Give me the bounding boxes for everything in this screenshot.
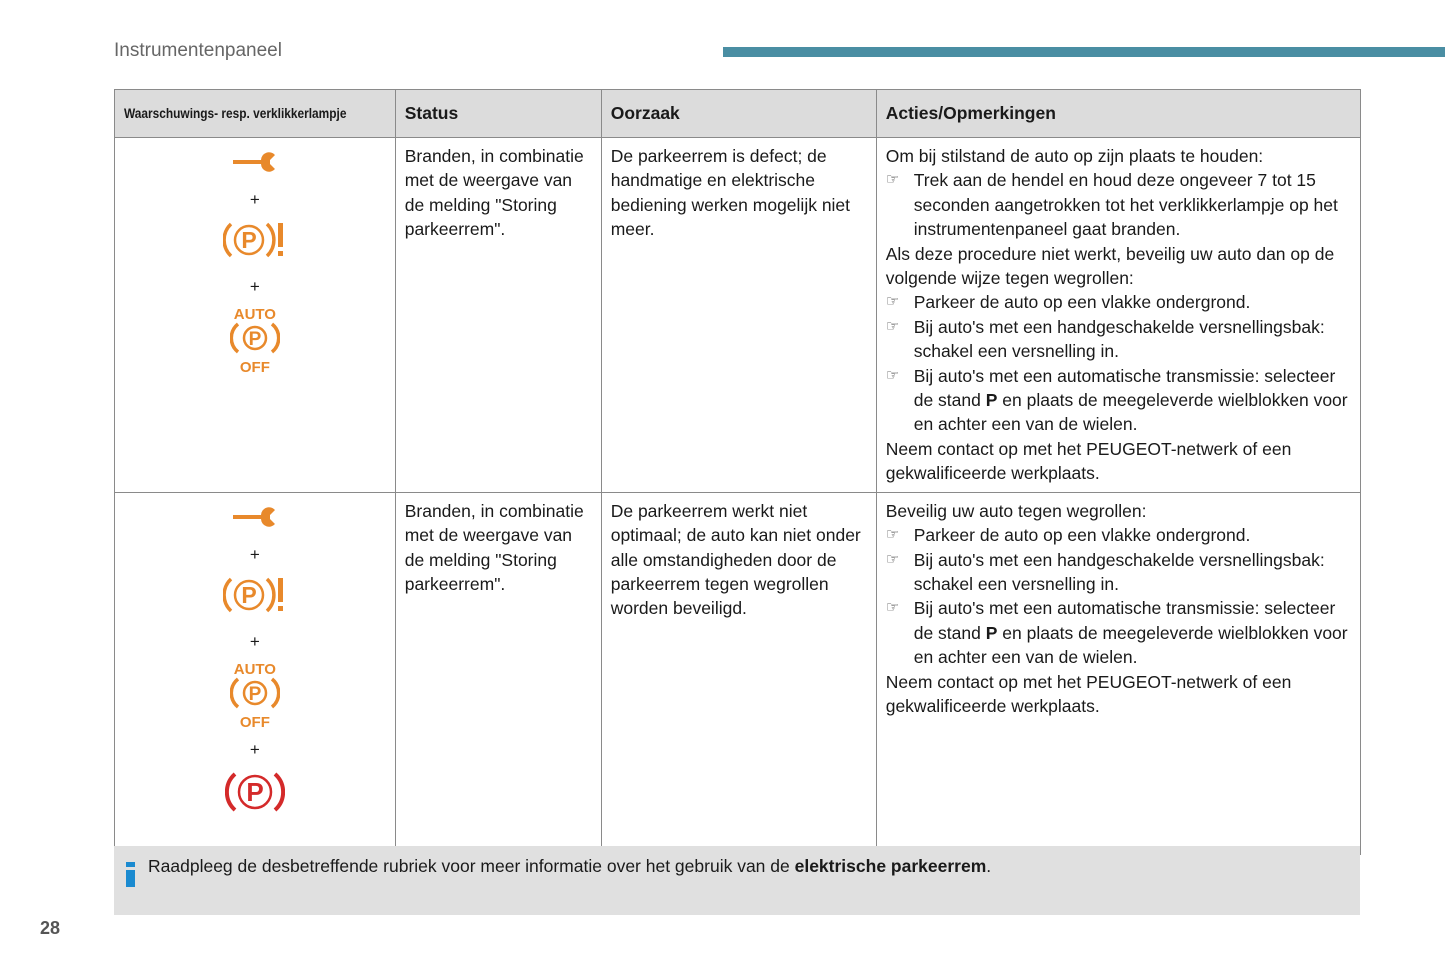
svg-text:P: P (248, 328, 262, 350)
info-note (114, 846, 1360, 915)
wrench-icon (124, 152, 386, 180)
actions-intro: Om bij stilstand de auto op zijn plaats te houden: (885, 146, 1264, 166)
list-item-text: en plaats de meegeleverde wielblokken voor en achter een van de wielen. (913, 390, 1348, 435)
svg-text:P: P (248, 683, 262, 705)
hand-pointer-icon: ☞ (885, 550, 900, 568)
list-item (886, 168, 1351, 241)
auto-parking-off-icon (124, 662, 386, 730)
hand-pointer-icon: ☞ (885, 171, 900, 189)
note-end: . (986, 856, 992, 876)
actions-text: Als deze procedure niet werkt, beveilig uw auto dan op de volgende wijze tegen wegrollen: (885, 243, 1335, 289)
plus-sign: + (249, 631, 260, 651)
note-text: Raadpleeg de desbetreffende rubriek voor meer informatie over het gebruik van de (148, 856, 795, 876)
off-label: OFF (239, 713, 270, 731)
note-bold: elektrische parkeerrem (794, 856, 987, 876)
list-item (886, 548, 1351, 597)
cause-cell: De parkeerrem werkt niet optimaal; de auto kan niet onder alle omstandigheden door de parkeerrem tegen wegrollen worden beveiligd. (601, 492, 876, 854)
parking-brake-red-icon (124, 770, 386, 820)
list-item-text: Bij auto's met een automatische transmissie: selecteer de stand (913, 598, 1336, 643)
gear-p: P (985, 622, 998, 643)
actions-end: Neem contact op met het PEUGEOT-netwerk of een gekwalificeerde werkplaats. (885, 671, 1292, 716)
list-item-text: Bij auto's met een handgeschakelde versnellingsbak: schakel een versnelling in. (913, 316, 1325, 362)
list-item (886, 290, 1351, 314)
parking-brake-fault-icon (124, 220, 386, 266)
hand-pointer-icon: ☞ (885, 366, 900, 384)
table-header (115, 90, 1361, 138)
actions-end: Neem contact op met het PEUGEOT-netwerk of een gekwalificeerde werkplaats. (885, 438, 1292, 484)
auto-label: AUTO (233, 660, 276, 678)
column-header-status: Status (395, 90, 601, 138)
lamp-cell (115, 492, 396, 854)
column-header-lamp: Waarschuwings- resp. verklikkerlampje (115, 90, 396, 138)
list-item-text: Bij auto's met een automatische transmissie: selecteer de stand (913, 365, 1336, 411)
table-row (115, 492, 1361, 854)
cause-cell: De parkeerrem is defect; de handmatige en elektrische bediening werken mogelijk niet meer. (601, 138, 876, 493)
actions-cell (876, 138, 1360, 493)
plus-sign: + (249, 276, 260, 296)
auto-parking-off-icon (124, 307, 386, 375)
plus-sign: + (249, 190, 260, 210)
svg-text:P: P (246, 776, 264, 807)
column-header-actions: Acties/Opmerkingen (876, 90, 1360, 138)
section-bar (723, 47, 1445, 57)
wrench-icon (124, 507, 386, 535)
warning-lights-table (114, 89, 1361, 855)
hand-pointer-icon: ☞ (885, 317, 900, 335)
list-item-text: Bij auto's met een handgeschakelde versnellingsbak: schakel een versnelling in. (913, 549, 1325, 594)
status-cell: Branden, in combinatie met de weergave van de melding "Storing parkeerrem". (395, 492, 601, 854)
section-title: Instrumentenpaneel (114, 40, 282, 61)
list-item (886, 596, 1351, 669)
list-item-text: en plaats de meegeleverde wielblokken voor en achter een van de wielen. (913, 622, 1348, 668)
info-icon (126, 862, 135, 887)
off-label: OFF (239, 359, 270, 377)
actions-intro: Beveilig uw auto tegen wegrollen: (885, 500, 1147, 521)
lamp-cell (115, 138, 396, 493)
plus-sign: + (249, 739, 260, 759)
list-item-text: Parkeer de auto op een vlakke ondergrond. (913, 292, 1251, 313)
list-item (886, 364, 1351, 437)
list-item-text: Parkeer de auto op een vlakke ondergrond. (913, 525, 1251, 546)
plus-sign: + (249, 545, 260, 565)
status-cell: Branden, in combinatie met de weergave van de melding "Storing parkeerrem". (395, 138, 601, 493)
table-row (115, 138, 1361, 493)
list-item-text: Trek aan de hendel en houd deze ongeveer 7 tot 15 seconden aangetrokken tot het verklikkerlampje op het instrumentenpaneel gaat branden. (913, 170, 1338, 240)
svg-text:P: P (241, 227, 257, 254)
hand-pointer-icon: ☞ (885, 293, 900, 311)
column-header-cause: Oorzaak (601, 90, 876, 138)
svg-text:P: P (241, 582, 257, 609)
page-number: 28 (40, 918, 61, 938)
hand-pointer-icon: ☞ (885, 526, 900, 544)
actions-cell (876, 492, 1360, 854)
list-item (886, 315, 1351, 364)
info-note-text (148, 856, 991, 877)
list-item (886, 523, 1351, 547)
hand-pointer-icon: ☞ (885, 599, 900, 617)
auto-label: AUTO (233, 305, 276, 323)
parking-brake-fault-icon (124, 575, 386, 621)
gear-p: P (985, 390, 998, 411)
